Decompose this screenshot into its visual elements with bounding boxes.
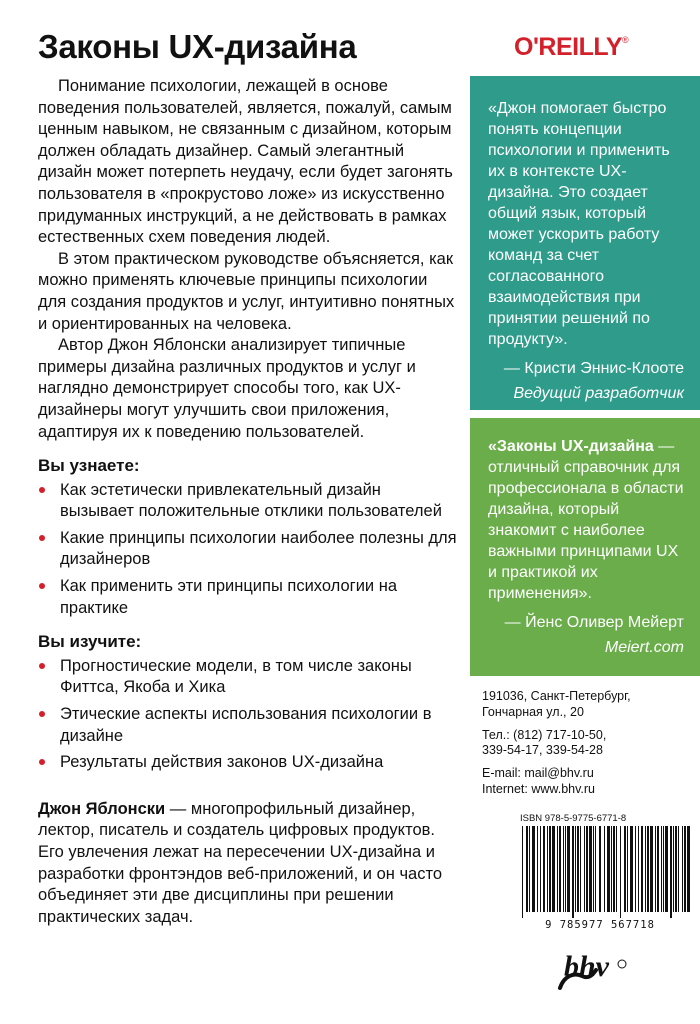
barcode-bar	[604, 826, 605, 912]
barcode-bar	[584, 826, 585, 912]
barcode-bar	[675, 826, 677, 912]
barcode-bar	[650, 826, 653, 912]
study-heading: Вы изучите:	[38, 632, 142, 652]
list-item-text: Результаты действия законов UX-дизайна	[60, 753, 384, 772]
author-bio	[38, 799, 458, 929]
oreilly-logo	[514, 33, 628, 62]
quote-bold-title: «Законы UX-дизайна	[488, 438, 654, 455]
barcode-bar	[586, 826, 588, 912]
barcode-bar	[641, 826, 643, 912]
barcode-bar	[627, 826, 628, 912]
intro-paragraph-1: Понимание психологии, лежащей в основе поведения пользователей, является, пожалуй, самым ценным навыком, не связанным с дизайном, которым должен обладать дизайнер. Самый элегантный дизайн может потерпеть неудачу, если будет загонять пользователя в «прокрустово ложе» из искусственно придуманных инструкций, а не действовать в рамках естественных схем поведения людей.	[38, 77, 453, 247]
barcode-bar	[607, 826, 610, 912]
barcode-bar	[687, 826, 690, 912]
barcode-bar	[532, 826, 535, 912]
barcode-bar	[613, 826, 615, 912]
barcode-bar	[638, 826, 639, 912]
quote-attribution: — Кристи Эннис-Клооте	[503, 360, 684, 377]
bhv-logo-text: bhv	[564, 950, 609, 983]
quote-role: Meiert.com	[604, 639, 684, 656]
quote-attribution: — Йенс Оливер Мейерт	[504, 614, 684, 631]
barcode-bar	[552, 826, 555, 912]
barcode-bar	[547, 826, 548, 912]
list-item-text: Как применить эти принципы психологии на практике	[60, 577, 398, 617]
phone-line: Тел.: (812) 717-10-50,	[482, 727, 607, 742]
barcode-bar	[663, 826, 664, 912]
barcode-digits: 9 785977 567718	[545, 919, 655, 931]
barcode-bar	[575, 826, 576, 912]
list-item	[38, 752, 458, 774]
barcode-bar	[526, 826, 528, 912]
barcode-bar	[537, 826, 538, 912]
barcode-bar	[635, 826, 636, 912]
barcode-bar	[522, 826, 523, 918]
address-line: Гончарная ул., 20	[482, 704, 584, 719]
barcode-bar	[670, 826, 672, 918]
barcode-bar	[540, 826, 541, 912]
quote-box-green	[470, 418, 700, 676]
author-bio-text: — многопрофильный дизайнер, лектор, писатель и создатель цифровых продуктов. Его увлечения лежат на пересечении UX-дизайна и разработки фронтэндов веб-приложений, и он часто объединяет эти две дисциплины при решении практических задач.	[38, 799, 443, 926]
barcode-bar	[678, 826, 679, 912]
learn-list	[38, 480, 458, 620]
bullet-icon	[39, 663, 45, 669]
barcode-icon	[520, 826, 692, 918]
list-item	[38, 528, 458, 571]
quote-role: Ведущий разработчик	[513, 385, 684, 402]
publisher-contacts	[482, 689, 692, 798]
barcode-bar	[657, 826, 659, 912]
list-item	[38, 704, 458, 747]
list-item-text: Как эстетически привлекательный дизайн вызывает положительные отклики пользователей	[60, 480, 442, 521]
list-item	[38, 576, 458, 619]
bullet-icon	[39, 487, 45, 493]
main-column	[38, 76, 458, 928]
learn-heading: Вы узнаете:	[38, 456, 140, 476]
address-line: 191036, Санкт-Петербург,	[482, 689, 631, 703]
barcode-bar	[589, 826, 592, 912]
barcode-bar	[572, 826, 574, 918]
quote-text: «Джон помогает быстро понять концепции психологии и применить их в контексте UX-дизайна. Это создает общий язык, который может ускорить работу команд за счет согласованного взаимодействия при принятии решений по продукту».	[488, 100, 670, 348]
book-title: Законы UX-дизайна	[38, 28, 357, 65]
quote-body: — отличный справочник для профессионала в области дизайна, который знакомит с наиболее важными принципами UX и практикой их применения».	[488, 438, 684, 602]
barcode-bar	[645, 826, 646, 912]
barcode-bar	[655, 826, 656, 912]
registered-mark-icon: ®	[622, 35, 629, 45]
barcode-bar	[577, 826, 579, 912]
barcode-bar	[620, 826, 621, 918]
barcode-bar	[682, 826, 683, 912]
intro-paragraph-2: В этом практическом руководстве объясняется, как можно применять ключевые принципы психологии для создания продуктов и услуг, интуитивно понятных и ориентированных на человека.	[38, 249, 455, 333]
study-list	[38, 656, 458, 774]
barcode-bar	[529, 826, 530, 912]
internet-line: Internet: www.bhv.ru	[482, 781, 596, 796]
list-item-text: Прогностические модели, в том числе законы Фиттса, Якоба и Хика	[60, 656, 412, 697]
barcode-bar	[624, 826, 626, 912]
barcode-bar	[611, 826, 612, 912]
barcode-bar	[593, 826, 594, 912]
barcode-bar	[549, 826, 551, 912]
barcode-bar	[661, 826, 662, 912]
phone-line: 339-54-17, 339-54-28	[482, 743, 603, 758]
quote-box-teal	[470, 76, 700, 410]
bullet-icon	[39, 535, 45, 541]
barcode-bar	[543, 826, 545, 912]
bullet-icon	[39, 583, 45, 589]
barcode-bar	[599, 826, 601, 912]
barcode-bar	[630, 826, 633, 912]
list-item	[38, 656, 458, 699]
oreilly-logo-text: O'REILLY	[514, 33, 622, 61]
barcode-bar	[595, 826, 596, 912]
isbn-label: ISBN 978-5-9775-6771-8	[520, 813, 627, 824]
quote-text	[488, 436, 684, 604]
list-item-text: Какие принципы психологии наиболее полезны для дизайнеров	[60, 528, 457, 569]
barcode-bar	[559, 826, 561, 912]
bullet-icon	[39, 711, 45, 717]
list-item-text: Этические аспекты использования психологии в дизайне	[60, 705, 432, 745]
intro-paragraph-3: Автор Джон Яблонски анализирует типичные примеры дизайна различных продуктов и услуг и наглядно демонстрирует способы того, как UX-дизайнеры могут улучшить свои приложения, адаптируя их к поведению пользователей.	[38, 336, 416, 441]
barcode-bar	[684, 826, 686, 912]
barcode-bar	[563, 826, 564, 912]
author-name: Джон Яблонски	[38, 799, 166, 818]
email-line: E-mail: mail@bhv.ru	[482, 766, 594, 781]
barcode-bar	[580, 826, 581, 912]
barcode-bar	[673, 826, 674, 912]
list-item	[38, 480, 458, 523]
barcode-bar	[665, 826, 668, 912]
barcode-bar	[557, 826, 558, 912]
barcode-bar	[567, 826, 570, 912]
barcode-bar	[565, 826, 566, 912]
bhv-logo-icon	[552, 936, 632, 996]
bullet-icon	[39, 759, 45, 765]
barcode-bar	[647, 826, 649, 912]
barcode-bar	[616, 826, 617, 912]
